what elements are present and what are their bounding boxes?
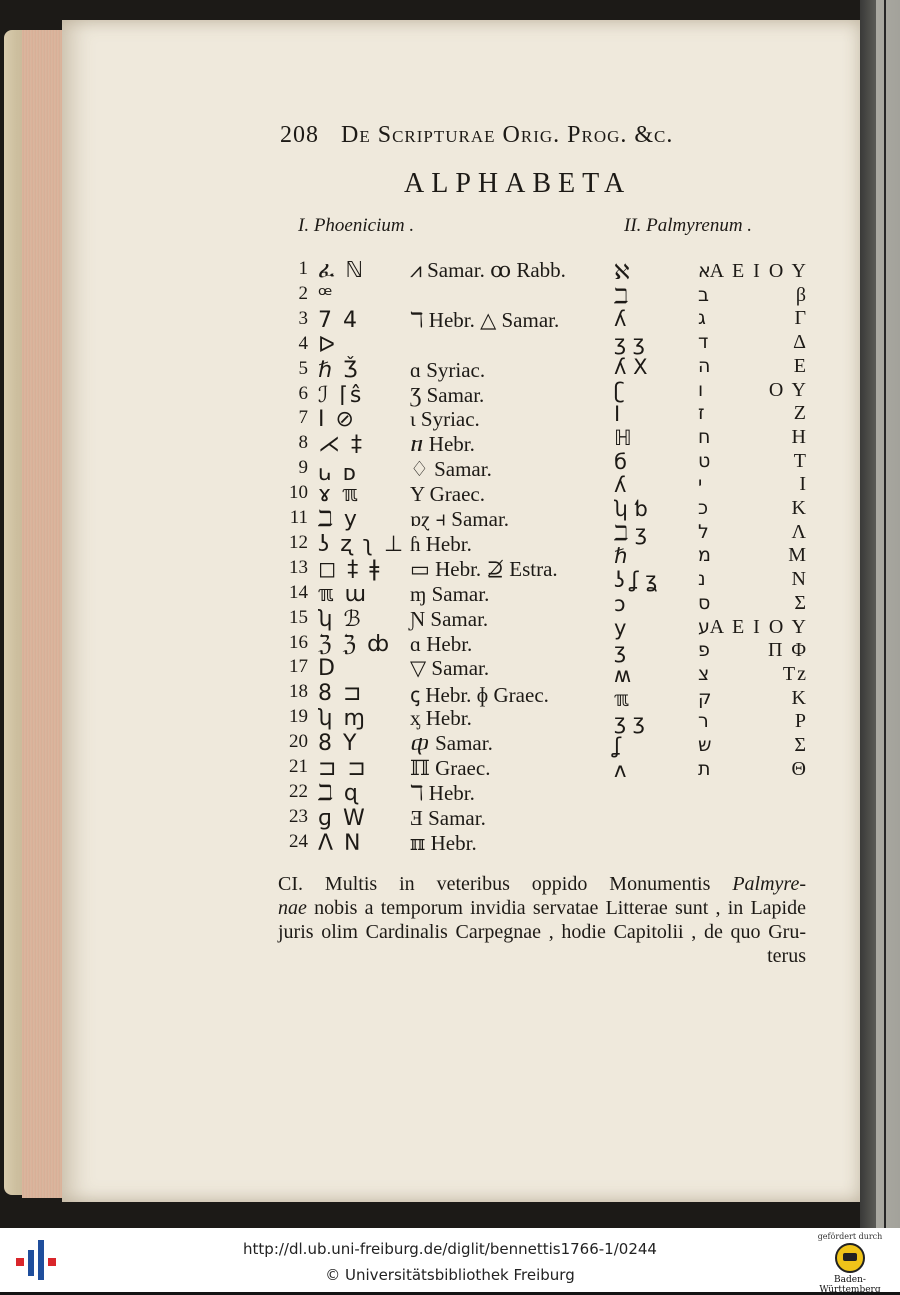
hebrew-letter: ת — [698, 757, 711, 780]
sponsor-badge[interactable] — [810, 1232, 890, 1295]
state-crest-icon — [835, 1243, 865, 1273]
phoenician-glyphs: 7 4 — [318, 307, 359, 333]
phoenician-row — [0, 806, 900, 830]
phoenician-glyphs: ⊐ ⊐ — [318, 756, 368, 781]
hebrew-letter: ט — [698, 449, 711, 472]
hebrew-letter: פ — [698, 639, 710, 662]
comparison-note: ɑ Hebr. — [410, 631, 473, 656]
palmyrene-glyph: ℍ — [614, 425, 632, 450]
phoenician-glyphs: 8 Y — [318, 731, 359, 757]
phoenician-glyphs: ℐ ⌈ŝ — [318, 382, 364, 408]
greek-equivalent: Κ — [791, 686, 808, 709]
page-title: ALPHABETA — [404, 168, 632, 199]
running-title: De Scripturae Orig. Prog. &c. — [341, 122, 674, 148]
greek-equivalent: Κ — [791, 497, 808, 519]
greek-equivalent: Λ — [791, 520, 808, 543]
row-number: 2 — [298, 282, 308, 304]
hebrew-letter: כ — [698, 497, 709, 519]
palmyrene-glyph: ɔ — [614, 591, 626, 616]
body-paragraph — [278, 872, 806, 968]
row-number: 10 — [289, 482, 308, 504]
phoenician-glyphs: ʮ ɱ — [318, 706, 367, 732]
phoenician-row — [0, 781, 900, 805]
greek-equivalent: Τ — [793, 449, 808, 472]
hebrew-letter: ג — [698, 307, 706, 330]
palmyrene-glyph: ʆ — [614, 734, 622, 758]
phoenician-glyphs: Λ Ν — [318, 830, 363, 856]
palmyrene-glyph: ʎ — [614, 473, 627, 498]
palmyrene-row — [0, 497, 900, 521]
palmyrene-row — [0, 260, 900, 284]
palmyrene-glyph: ℼ — [614, 686, 629, 711]
paragraph-line: terus — [767, 945, 806, 967]
phoenician-glyphs: ꭎ ᴅ — [318, 461, 358, 487]
row-number: 22 — [289, 780, 308, 802]
palmyrene-row — [0, 544, 900, 568]
section-heading-palmyrene: II. Palmyrenum . — [624, 215, 753, 236]
comparison-note: ⩘ Samar. ꝏ Rabb. — [410, 258, 566, 282]
palmyrene-row — [0, 687, 900, 711]
comparison-note: ⴖ Hebr. — [410, 432, 475, 457]
phoenician-glyphs: ʮ ℬ — [318, 606, 363, 632]
palmyrene-glyph: y — [614, 615, 627, 640]
copyright-notice: © Universitätsbibliothek Freiburg — [325, 1266, 575, 1284]
palmyrene-glyph: ℶ ʒ — [614, 520, 647, 545]
row-number: 23 — [289, 805, 308, 827]
greek-equivalent: Θ — [791, 757, 808, 780]
comparison-note: ꞔ Hebr. ɸ Graec. — [410, 683, 549, 708]
row-number: 4 — [298, 332, 308, 354]
palmyrene-glyph: ʮ ƅ — [614, 497, 648, 521]
row-number: 9 — [298, 457, 308, 479]
comparison-note: ℼ Hebr. — [410, 830, 477, 855]
phoenician-glyphs: ℏ Ǯ — [318, 357, 360, 383]
phoenician-glyphs: ℶ y — [318, 507, 359, 532]
running-header — [280, 122, 673, 149]
phoenician-glyphs: ፈ ℕ — [318, 258, 366, 283]
hebrew-letter: א — [698, 260, 711, 282]
phoenician-glyphs: ɤ ℼ — [318, 482, 360, 508]
comparison-note: ℿ Graec. — [410, 756, 491, 780]
palmyrene-row — [0, 355, 900, 379]
greek-equivalent: Σ — [794, 734, 808, 756]
row-number: 6 — [298, 382, 308, 404]
row-number: 21 — [289, 756, 308, 777]
greek-equivalent: Ζ — [793, 402, 808, 425]
comparison-note: ℸ Hebr. — [410, 780, 475, 805]
palmyrene-glyph: I — [614, 402, 621, 427]
row-number: 14 — [289, 581, 308, 603]
phoenician-glyphs: ℨ ℨ ȸ — [318, 631, 392, 657]
hebrew-letter: ע — [698, 615, 710, 638]
palmyrene-glyph: ʍ — [614, 662, 632, 687]
palmyrene-row — [0, 639, 900, 663]
comparison-note: Ʒ Samar. — [410, 382, 485, 407]
greek-equivalent: Γ — [794, 307, 808, 330]
comparison-note: ▽ Samar. — [410, 656, 490, 681]
greek-equivalent: Η — [791, 425, 808, 448]
palmyrene-row — [0, 616, 900, 640]
palmyrene-row — [0, 473, 900, 497]
palmyrene-row — [0, 331, 900, 355]
row-number: 13 — [289, 556, 308, 578]
page-number: 208 — [280, 122, 319, 148]
comparison-note: Ǝ Samar. — [410, 805, 486, 830]
palmyrene-row — [0, 284, 900, 308]
hebrew-letter: צ — [698, 662, 710, 685]
comparison-note: ɑ Syriac. — [410, 357, 486, 382]
phoenician-glyphs: ꟹ — [318, 282, 335, 308]
greek-equivalent: Ρ — [794, 710, 808, 733]
row-number: 12 — [289, 531, 308, 553]
row-number: 24 — [289, 830, 308, 852]
palmyrene-row — [0, 450, 900, 474]
phoenician-row — [0, 831, 900, 855]
comparison-note: ▭ Hebr. ⊉ Estra. — [410, 556, 558, 581]
viewer-footer — [0, 1228, 900, 1295]
palmyrene-glyph: ℶ — [614, 283, 629, 308]
palmyrene-glyph: ʎ — [614, 307, 627, 332]
hebrew-letter: ה — [698, 354, 711, 377]
palmyrene-row — [0, 568, 900, 592]
phoenician-glyphs: ʖ ʐ ʅ ⊥ — [318, 531, 406, 557]
greek-equivalent: Μ — [788, 544, 808, 567]
phoenician-glyphs: ᐅ — [318, 332, 337, 358]
comparison-note: ᶍ Hebr. — [410, 706, 472, 731]
palmyrene-glyph: ʗ — [614, 378, 625, 403]
hebrew-letter: ק — [698, 686, 712, 709]
row-number: 11 — [289, 507, 308, 528]
hebrew-letter: ב — [698, 283, 709, 306]
hebrew-letter: ר — [698, 710, 709, 733]
phoenician-glyphs: I ⊘ — [318, 407, 356, 433]
hebrew-letter: ו — [698, 378, 704, 401]
palmyrene-row — [0, 307, 900, 331]
row-number: 7 — [298, 407, 308, 429]
row-number: 18 — [289, 681, 308, 703]
row-number: 3 — [298, 307, 308, 329]
phoenician-glyphs: 8 ⊐ — [318, 681, 364, 707]
palmyrene-glyph: ʎ X — [614, 354, 648, 379]
hebrew-letter: י — [698, 473, 703, 496]
hebrew-letter: נ — [698, 568, 706, 591]
paragraph-line: juris olim Cardinalis Carpegnae , hodie Capitolii , de quo Gru- — [278, 921, 806, 943]
row-number: 15 — [289, 606, 308, 628]
comparison-note: ♢ Samar. — [410, 457, 492, 482]
phoenician-glyphs: ℶ ɋ — [318, 780, 360, 806]
permalink-url[interactable]: http://dl.ub.uni-freiburg.de/diglit/bennettis1766-1/0244 — [243, 1240, 657, 1258]
row-number: 19 — [289, 706, 308, 728]
comparison-note: Ɲ Samar. — [410, 606, 489, 631]
palmyrene-glyph: ʌ — [614, 757, 627, 782]
palmyrene-row — [0, 592, 900, 616]
paragraph-line: nae nobis a temporum invidia servatae Litterae sunt , in Lapide — [278, 897, 806, 919]
greek-equivalent: Ο Υ — [768, 378, 808, 401]
section-heading-phoenician: I. Phoenicium . — [298, 215, 415, 236]
palmyrene-row — [0, 426, 900, 450]
hebrew-letter: ח — [698, 425, 711, 448]
hebrew-letter: ד — [698, 331, 709, 354]
palmyrene-row — [0, 734, 900, 758]
row-number: 16 — [289, 631, 308, 653]
greek-equivalent: Tz — [782, 662, 808, 685]
greek-equivalent: Ε — [793, 354, 808, 377]
palmyrene-row — [0, 379, 900, 403]
row-number: 5 — [298, 357, 308, 379]
palmyrene-glyph: ʒ ʒ — [614, 331, 645, 356]
row-number: 20 — [289, 731, 308, 753]
greek-equivalent: Σ — [794, 591, 808, 614]
greek-equivalent: Α Ε Ι Ο Υ — [709, 615, 808, 638]
greek-equivalent: Π Φ — [767, 639, 808, 662]
palmyrene-row — [0, 758, 900, 782]
sponsor-name: Baden-Württemberg — [819, 1275, 881, 1295]
phoenician-glyphs: ℼ ɯ — [318, 581, 368, 607]
row-number: 1 — [298, 258, 308, 279]
palmyrene-row — [0, 402, 900, 426]
paragraph-line: CI. Multis in veteribus oppido Monumentis Palmyre- — [278, 873, 806, 895]
comparison-note: ɦ Hebr. — [410, 531, 472, 556]
hebrew-letter: ז — [698, 402, 705, 425]
phoenician-glyphs: ɡ W — [318, 805, 367, 831]
phoenician-glyphs: D — [318, 656, 337, 682]
hebrew-letter: מ — [698, 544, 711, 567]
palmyrene-glyph: б — [614, 449, 627, 474]
comparison-note: ɒɀ ⫞ Samar. — [410, 507, 510, 531]
palmyrene-glyph: ℵ — [614, 260, 630, 284]
comparison-note: ⴔ Samar. — [410, 731, 493, 756]
comparison-note: ℸ Hebr. △ Samar. — [410, 307, 560, 332]
greek-equivalent: Α Ε Ι Ο Υ — [709, 260, 808, 282]
comparison-note: ɩ Syriac. — [410, 407, 480, 432]
greek-equivalent: Δ — [793, 331, 808, 354]
palmyrene-glyph: ℏ — [614, 544, 628, 569]
greek-equivalent: Ν — [791, 568, 808, 591]
greek-equivalent: Ι — [799, 473, 808, 496]
palmyrene-glyph: ʒ — [614, 639, 627, 664]
palmyrene-row — [0, 663, 900, 687]
greek-equivalent: β — [795, 283, 808, 306]
sponsor-label: gefördert durch — [817, 1232, 883, 1241]
row-number: 17 — [289, 656, 308, 678]
row-number: 8 — [298, 432, 308, 454]
phoenician-glyphs: ◻ ‡ ǂ — [318, 556, 382, 582]
phoenician-glyphs: ⋌ ‡ — [318, 432, 364, 458]
hebrew-letter: ס — [698, 591, 711, 614]
palmyrene-glyph: ʖ ʆ ʓ — [614, 568, 658, 593]
comparison-note: Y Graec. — [410, 482, 486, 507]
palmyrene-row — [0, 521, 900, 545]
comparison-note: ɱ Samar. — [410, 581, 490, 606]
palmyrene-row — [0, 710, 900, 734]
hebrew-letter: ש — [698, 734, 712, 756]
palmyrene-glyph: ʒ ʒ — [614, 710, 645, 735]
hebrew-letter: ל — [698, 520, 709, 543]
